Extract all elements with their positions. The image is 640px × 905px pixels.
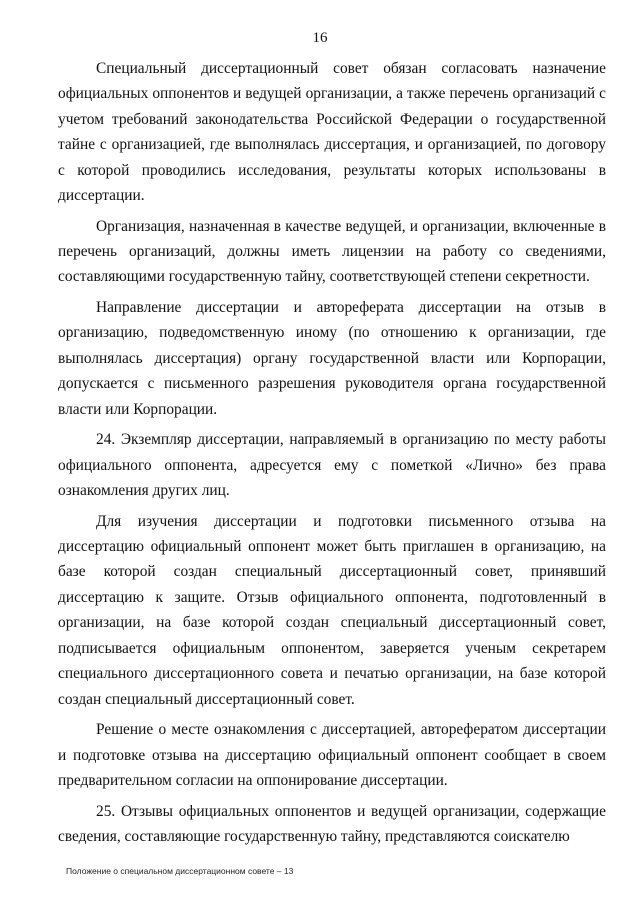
paragraph-review-referral-permission: Направление диссертации и автореферата диссертации на отзыв в организацию, подведомственную иному (по отношению к организации, где выполнялась диссертация) органу государственной власти или Корпорации, допускается с письменного разрешения руководителя органа государственной власти или Корпорации.: [58, 299, 606, 418]
paragraph-opponent-review-preparation: Для изучения диссертации и подготовки письменного отзыва на диссертацию официальный оппонент может быть приглашен в организацию, на базе которой создан специальный диссертационный совет, принявший диссертацию к защите. Отзыв официального оппонента, подготовленный в организации, на базе которой создан специальный диссертационный совет, подписывается официальным оппонентом, заверяется ученым секретарем специального диссертационного совета и печатью организации, на базе которой создан специальный диссертационный совет.: [58, 512, 606, 708]
paragraph-item-24-copy-addressing: 24. Экземпляр диссертации, направляемый в организацию по месту работы официального оппонента, адресуется ему с пометкой «Лично» без права ознакомления других лиц.: [58, 431, 606, 500]
document-body: [58, 56, 606, 849]
page-number: 16: [312, 30, 328, 46]
paragraph-leading-organization-licenses: Организация, назначенная в качестве ведущей, и организации, включенные в перечень организаций, должны иметь лицензии на работу со сведениями, составляющими государственную тайну, соответствующей степени секретности.: [58, 217, 606, 286]
paragraph-opponent-decision-notice: Решение о месте ознакомления с диссертацией, авторефератом диссертации и подготовке отзыва на диссертацию официальный оппонент сообщает в своем предварительном согласии на оппонирование диссертации.: [58, 721, 606, 789]
paragraph-dissertation-council-approval: Специальный диссертационный совет обязан согласовать назначение официальных оппонентов и ведущей организации, а также перечень организаций с учетом требований законодательства Российской Федерации о государственной тайне с организацией, где выполнялась диссертация, и организацией, по договору с которой проводились исследования, результаты которых использованы в диссертации.: [58, 60, 606, 205]
paragraph-item-25-reviews-submission: 25. Отзывы официальных оппонентов и ведущей организации, содержащие сведения, составляющие государственную тайну, представляются соискателю: [58, 802, 606, 845]
page-footer: Положение о специальном диссертационном совете – 13: [66, 866, 294, 876]
